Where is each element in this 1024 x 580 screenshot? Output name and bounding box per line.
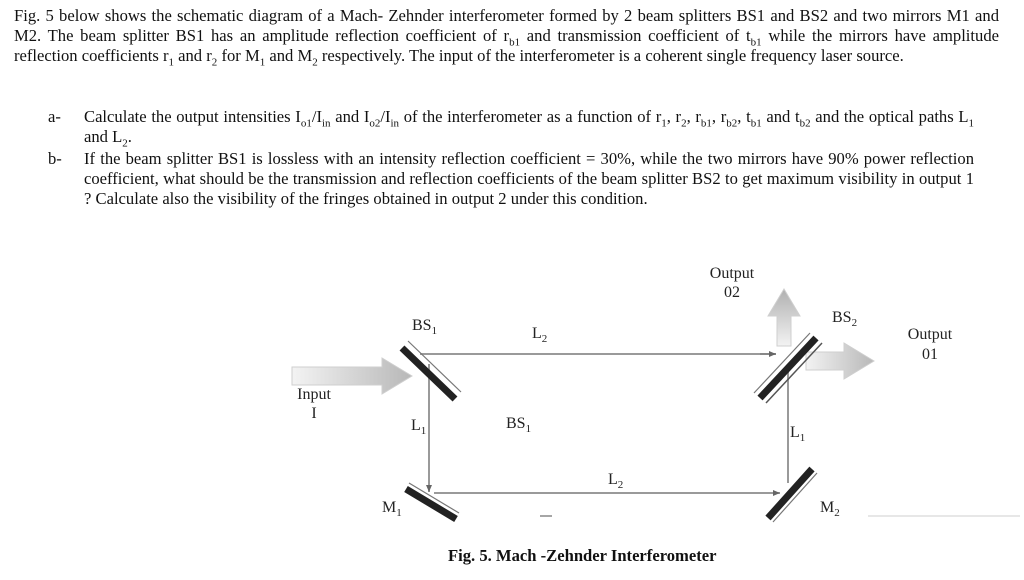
question-a-text-run: and L <box>84 127 123 146</box>
intro-text-run: and r <box>174 46 212 65</box>
mirror-m2 <box>768 469 817 522</box>
intro-subscript: 2 <box>211 56 218 69</box>
question-a-subscript: in <box>321 117 331 130</box>
m1-label: $M_1$ <box>382 499 402 519</box>
l1-right-label: $L_1$ <box>790 424 806 444</box>
question-a-subscript: o1 <box>300 117 312 130</box>
question-a-text-run: /I <box>311 107 322 126</box>
input-label-line1: Input <box>297 386 331 403</box>
question-a-subscript: b2 <box>726 117 738 130</box>
question-a-subscript: b1 <box>750 117 762 130</box>
intro-subscript: b1 <box>750 36 762 49</box>
question-a-subscript: b2 <box>799 117 811 130</box>
intro-subscript: 1 <box>168 56 174 69</box>
bs1-center-label: $BS_1$ <box>506 415 532 435</box>
question-a-subscript: 1 <box>968 117 974 130</box>
question-a-subscript: 2 <box>681 117 687 130</box>
mirror-m1 <box>406 483 459 519</box>
question-a-subscript: o2 <box>369 117 381 130</box>
figure-caption: Fig. 5. Mach -Zehnder Interferometer <box>448 546 717 565</box>
question-a-text-run: . <box>127 127 132 146</box>
question-a-text-run: , r <box>666 107 682 126</box>
intro-text-run: for M <box>217 46 260 65</box>
output2-label-line1: Output <box>709 265 755 282</box>
bs1-label: $BS_1$ <box>412 317 438 337</box>
question-a-text-run: and the optical paths L <box>810 107 969 126</box>
question-b-letter: b- <box>48 149 62 168</box>
question-a-subscript: 1 <box>661 117 667 130</box>
output2-label-line2: 02 <box>724 284 740 301</box>
question-a-subscript: b1 <box>700 117 712 130</box>
question-a-letter: a- <box>48 107 61 126</box>
l1-left-label: $L_1$ <box>411 417 427 437</box>
question-a-text-run: of the interferometer as a function of r <box>399 107 662 126</box>
intro-text-run: and M <box>265 46 313 65</box>
output1-label-line2: 01 <box>922 346 938 363</box>
question-b-text-run: If the beam splitter BS1 is lossless with an intensity reflection coefficient = 30%, while the two mirrors have 90% power reflection coefficient, what should be the transmission and reflection coefficients of the beam splitter BS2 to get maximum visibility in output 1 ? Calculate also the visibility of the fringes obtained in output 2 under this condition. <box>84 149 974 208</box>
l2-upper-label: $L_2$ <box>532 325 548 345</box>
question-a-text-run: , t <box>737 107 751 126</box>
intro-text-run: Fig. 5 below shows the schematic diagram of a Mach- Zehnder interferometer formed by 2 beam splitters BS1 and BS2 and two mirrors M1 and M2. The beam splitter BS1 has an amplitude reflection coefficient of r <box>14 6 999 45</box>
question-a-subscript: 2 <box>122 137 128 150</box>
m2-label: $M_2$ <box>820 499 840 519</box>
question-a-text-run: , r <box>686 107 701 126</box>
beam-splitter-bs1 <box>402 341 461 399</box>
question-a-text-run: and t <box>761 107 800 126</box>
intro-subscript: b1 <box>509 36 521 49</box>
intro-text-run: while the mirrors have amplitude reflection coefficients r <box>14 26 999 65</box>
l2-lower-label: $L_2$ <box>608 471 624 491</box>
input-label-line2: I <box>311 405 317 422</box>
question-a-text-run: and I <box>330 107 370 126</box>
question-a-subscript: in <box>390 117 400 130</box>
question-a-text-run: Calculate the output intensities I <box>84 107 301 126</box>
question-a-text-run: , r <box>711 107 727 126</box>
question-a-text-run: /I <box>380 107 391 126</box>
output2-arrow <box>768 289 800 346</box>
bs2-label: $BS_2$ <box>832 309 858 329</box>
intro-subscript: 1 <box>259 56 266 69</box>
intro-subscript: 2 <box>312 56 318 69</box>
intro-text-run: respectively. The input of the interferometer is a coherent single frequency laser source. <box>317 46 904 65</box>
intro-text-run: and transmission coefficient of t <box>520 26 751 45</box>
beam-paths <box>420 354 788 493</box>
output1-label-line1: Output <box>907 326 953 343</box>
